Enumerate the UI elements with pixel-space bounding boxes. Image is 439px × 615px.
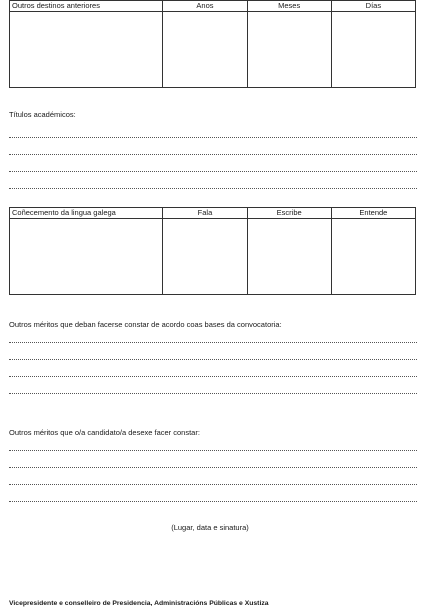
previous-postings-table [9,0,416,88]
months-field[interactable] [247,12,331,88]
merits-bases-line-1[interactable] [9,342,417,343]
merits-candidate-line-1[interactable] [9,450,417,451]
academic-titles-line-4[interactable] [9,188,417,189]
days-field[interactable] [331,12,415,88]
signature-label: (Lugar, data e sinatura) [171,523,249,532]
galician-language-table [9,207,416,295]
merits-candidate-line-2[interactable] [9,467,417,468]
previous-postings-field[interactable] [10,12,163,88]
column-header-galician-knowledge: Coñecemento da lingua galega [10,208,163,219]
merits-candidate-line-4[interactable] [9,501,417,502]
years-field[interactable] [163,12,247,88]
write-field[interactable] [247,219,331,295]
table-row [10,12,416,88]
academic-titles-line-1[interactable] [9,137,417,138]
galician-knowledge-field[interactable] [10,219,163,295]
academic-titles-line-3[interactable] [9,171,417,172]
table-row [10,219,416,295]
merits-bases-label: Outros méritos que deban facerse constar de acordo coas bases da convocatoria: [9,320,282,329]
column-header-write: Escribe [247,208,331,219]
table-header-row [10,1,416,12]
merits-candidate-line-3[interactable] [9,484,417,485]
column-header-speak: Fala [163,208,247,219]
column-header-understand: Entende [331,208,415,219]
merits-bases-line-3[interactable] [9,376,417,377]
table-header-row [10,208,416,219]
merits-candidate-label: Outros méritos que o/a candidato/a desexe facer constar: [9,428,200,437]
column-header-months: Meses [247,1,331,12]
academic-titles-label: Títulos académicos: [9,110,76,119]
academic-titles-line-2[interactable] [9,154,417,155]
merits-bases-line-4[interactable] [9,393,417,394]
column-header-days: Días [331,1,415,12]
merits-bases-line-2[interactable] [9,359,417,360]
understand-field[interactable] [331,219,415,295]
footer-addressee: Vicepresidente e conselleiro de Presidencia, Administracións Públicas e Xustiza [9,600,269,607]
column-header-years: Anos [163,1,247,12]
speak-field[interactable] [163,219,247,295]
column-header-previous-postings: Outros destinos anteriores [10,1,163,12]
